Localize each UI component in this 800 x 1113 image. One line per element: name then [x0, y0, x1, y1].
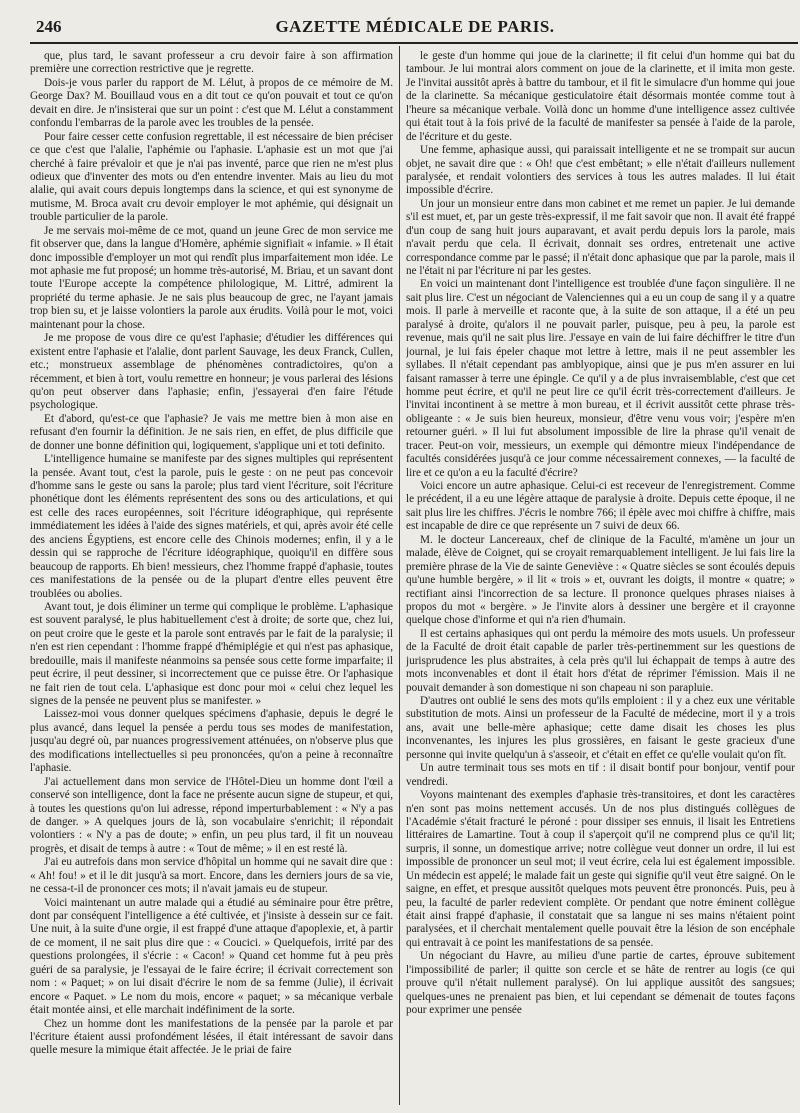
paragraph: Je me propose de vous dire ce qu'est l'aphasie; d'étudier les différences qui existent entre l'aphasie et l'alalie, dont parlent Sauvage, les deux Franck, Cullen, etc.; monstrueux assemblage de phénomènes contradictoires, qu'on a récemment, et bien à tort, voulu remettre en honneur; je vous parlerai des lésions qu'on peut observer dans l'aphasie; enfin, j'essayerai d'en faire l'étude psychologique.: [30, 332, 393, 412]
paragraph: Voici maintenant un autre malade qui a étudié au séminaire pour être prêtre, dont par conséquent l'intelligence a été cultivée, et j'insiste à dessein sur ce fait. Une nuit, à la suite d'une orgie, il est frappé d'une attaque d'apoplexie, et, à partir de ce moment, il ne sait plus dire que : « Coucici. » Quelquefois, irrité par des questions prolongées, il s'écrie : « Cacon! » Quand cet homme fut à peu près guéri de sa paralysie, je l'essayai de le faire écrire; il écrivait correctement son nom : « Paquet; » on lui disait d'écrire le nom de sa femme (Julie), il écrivait encore « Paquet. » Le nom du mois, encore « paquet; » sa mécanique verbale était montée ainsi, et elle marchait indéfiniment de la sorte.: [30, 896, 393, 1017]
header-rule: [30, 42, 798, 44]
paragraph: J'ai eu autrefois dans mon service d'hôpital un homme qui ne savait dire que : « Ah! fou! » et il le dit jusqu'à sa mort. Encore, dans les derniers jours de sa vie, ne cessa-t-il de prononcer ces mots; il n'avait jamais eu de stupeur.: [30, 856, 393, 896]
paragraph: Laissez-moi vous donner quelques spécimens d'aphasie, depuis le degré le plus avancé, dans lequel la pensée a perdu tous ses modes de manifestation, jusqu'au degré où, par nuances progressivement atténuées, on n'observe plus que des modifications intellectuelles si peu prononcées, qu'on a peine à reconnaître l'aphasie.: [30, 708, 393, 775]
paragraph: que, plus tard, le savant professeur a cru devoir faire à son affirmation première une correction restrictive que je regrette.: [30, 50, 393, 76]
paragraph: D'autres ont oublié le sens des mots qu'ils emploient : il y a chez eux une véritable substitution de mots. Ainsi un professeur de la Faculté de médecine, mort il y a trois ans, avait une belle-mère aphasique; cette dame disait les choses les plus inconvenantes, les injures les plus grossières, en faisant le geste gracieux d'une personne qui invite quelqu'un à s'asseoir, et c'était en effet ce qu'elle voulait qu'on fît.: [406, 695, 795, 761]
page-header: [30, 14, 800, 40]
paragraph: Un autre terminait tous ses mots en tif : il disait bontif pour bonjour, ventif pour vendredi.: [406, 762, 795, 788]
paragraph: En voici un maintenant dont l'intelligence est troublée d'une façon singulière. Il ne sait plus lire. C'est un négociant de Valenciennes qui a eu un coup de sang il y a quatre mois. Il parle à merveille et raconte que, à la suite de son attaque, il a été un peu paralysé à droite, qu'alors il ne pouvait parler, puisque, peu à peu, la parole est revenue, mais qu'il ne sait plus lire. J'essaye en vain de lui faire déchiffrer le titre d'un journal, je lui fais épeler chaque mot lettre à lettre, mais il ne peut assembler les syllabes. Il n'était cependant pas amblyopique, ainsi que je pus m'en assurer en lui faisant ramasser à terre une épingle. Ce qu'il y a de plus invraisemblable, c'est que cet homme peut écrire, et qu'il ne peut lire ce qu'il écrit très-correctement d'ailleurs. Je l'invitai incontinent à se mettre à mon bureau, et il écrivit aussitôt cette phrase très-obligeante : « Je suis bien heureux, monsieur, d'être venu vous voir; j'espère m'en retourner guéri. » Il lui fut absolument impossible de lire la phrase qu'il venait de tracer. Peut-on voir, messieurs, un exemple qui démontre mieux l'indépendance de facultés considérées jusqu'à ce jour comme nécessairement connexes, — la faculté de lire et ce qu'on a eu la faculté d'écrire?: [406, 278, 795, 479]
paragraph: Dois-je vous parler du rapport de M. Lélut, à propos de ce mémoire de M. George Dax? M. Bouillaud vous en a dit tout ce qu'on pouvait et tout ce qu'on devait en dire. Je n'insisterai que sur un point : c'est que M. Lélut a constamment confondu l'embarras de la parole avec les troubles de la pensée.: [30, 76, 393, 130]
paragraph: Et d'abord, qu'est-ce que l'aphasie? Je vais me mettre bien à mon aise en refusant d'en fournir la définition. Je ne sais rien, en effet, de plus difficile que de donner une bonne définition qui, logiquement, s'applique uni et toti definito.: [30, 412, 393, 452]
right-column: [406, 50, 795, 1105]
paragraph: Chez un homme dont les manifestations de la pensée par la parole et par l'écriture étaient aussi profondément lésées, il était intéressant de savoir dans quelle mesure la mimique était affectée. Je le priai de faire: [30, 1017, 393, 1057]
page-number: 246: [36, 17, 62, 36]
paragraph: Un négociant du Havre, au milieu d'une partie de cartes, éprouve subitement l'impossibilité de parler; il quitte son cercle et se hâte de rentrer au logis (ce qui prouve qu'il n'était nullement paralysé). On lui applique aussitôt des sangsues; quelques-unes ne prenaient pas bien, et lui cependant se démenait de toutes façons pour exprimer une pensée: [406, 950, 795, 1017]
column-divider: [399, 46, 400, 1105]
paragraph: le geste d'un homme qui joue de la clarinette; il fit celui d'un homme qui bat du tambour. Je lui montrai alors comment on joue de la clarinette, et il imita mon geste. Je l'invitai aussitôt après à battre du tambour, et il fit le simulacre d'un homme qui joue de la clarinette. Sa mécanique gesticulatoire était désormais montée comme tout à l'heure sa mécanique verbale. Voilà donc un homme d'une intelligence assez cultivée qui était tout à la fois privé de la faculté de manifester sa pensée à l'aide de la parole, de l'écriture et du geste.: [406, 50, 795, 143]
newspaper-title: GAZETTE MÉDICALE DE PARIS.: [275, 17, 555, 36]
paragraph: Avant tout, je dois éliminer un terme qui complique le problème. L'aphasique est souvent paralysé, le plus habituellement c'est à droite; de sorte que, chez lui, on peut croire que le geste et la parole sont entravés par le fait de la paralysie; il n'en est rien cependant : l'homme frappé d'hémiplégie et qui n'est pas aphasique, bredouille, mais il manifeste néanmoins sa pensée sous cette forme imparfaite; il peut écrire, il peut dessiner, si incorrectement que ce puisse être. Or l'aphasique ne fait rien de tout cela. L'aphasique est donc pour moi « celui chez lequel les signes de la pensée ne peuvent plus se manifester. »: [30, 600, 393, 707]
paragraph: Voyons maintenant des exemples d'aphasie très-transitoires, et dont les caractères n'en sont pas moins nettement accusés. Un de nos plus distingués collègues de l'Académie s'était fracturé le péroné : pour dissiper ses ennuis, il lisait les Entretiens littéraires de Lamartine. Tout à coup il s'aperçoit qu'il ne comprend plus ce qu'il lit; surpris, il sonne, un domestique arrive; notre collègue veut donner un ordre, il lui est impossible de prononcer un seul mot; il veut écrire, cela lui est également impossible. Un médecin est appelé; le malade fait un geste qui signifie qu'il veut être saigné. On le saigne, en effet, et presque aussitôt quelques mots peuvent être prononcés. Puis, peu à peu, la faculté de parler redevient complète. Or pendant que notre éminent collègue était ainsi frappé d'aphasie, il constatait que sa langue ni ses mains n'étaient point paralysées, et il cherchait mentalement quelle pouvait être la lésion de son encéphale qui entravait à ce point les manifestations de sa pensée.: [406, 789, 795, 949]
paragraph: Voici encore un autre aphasique. Celui-ci est receveur de l'enregistrement. Comme le précédent, il a eu une légère attaque de paralysie à droite. Depuis cette époque, il ne sait plus lire les chiffres. J'écris le nombre 766; il épèle avec moi chiffre à chiffre, mais est incapable de dire ce que représente un 7 suivi de deux 66.: [406, 480, 795, 533]
paragraph: M. le docteur Lancereaux, chef de clinique de la Faculté, m'amène un jour un malade, élève de Coignet, qui se croyait remarquablement intelligent. Je lui fais lire la première phrase de la Vie de sainte Geneviève : « Quatre siècles se sont écoulés depuis qu'une humble bergère, » il lit « trois » et, ouvrant les doigts, il montre « quatre; » rectifiant ainsi l'incorrection de sa lecture. Il prononce quelques phrases niaises à propos du mot « bergère. » Je l'invite alors à dessiner une bergère et il crayonne quelque chose d'informe et qui n'a rien d'humain.: [406, 533, 795, 627]
left-column: [30, 50, 393, 1105]
paragraph: Je me servais moi-même de ce mot, quand un jeune Grec de mon service me fit observer que, dans la langue d'Homère, aphémie signifiait « infamie. » Il était donc impossible d'employer un mot qui rendît plus imparfaitement mon idée. Le mot aphasie me fut proposé; un homme très-autorisé, M. Briau, et un savant dont toute l'Europe accepte la compétence philologique, M. Littré, admirent la propriété du terme aphasie. Je ne sais plus beaucoup de grec, ne l'ayant jamais trop bien su, et je laisse volontiers la parole aux érudits. Voilà pour le mot, voici maintenant pour la chose.: [30, 224, 393, 331]
paragraph: J'ai actuellement dans mon service de l'Hôtel-Dieu un homme dont l'œil a conservé son intelligence, dont la face ne présente aucun signe de stupeur, et qui, à toutes les questions qu'on lui adresse, répond imperturbablement : « N'y a pas de danger. » A quelques jours de là, son vocabulaire s'enrichit; il répondait volontiers : « N'y a pas de doute; » enfin, un peu plus tard, il fit un nouveau progrès, et disait de temps à autre : « Tout de même; » il en est resté là.: [30, 775, 393, 855]
paragraph: Un jour un monsieur entre dans mon cabinet et me remet un papier. Je lui demande s'il est muet, et, par un geste très-expressif, il me fait savoir que non. Il avait été frappé d'un coup de sang huit jours auparavant, et avait perdu depuis lors la parole, mais n'avait perdu que cela. Il écrivait, donnait ses ordres, entretenait une active correspondance comme par le passé; il n'était donc aphasique que par la parole, mais il ne l'était ni par l'écriture ni par les gestes.: [406, 197, 795, 277]
paragraph: Il est certains aphasiques qui ont perdu la mémoire des mots usuels. Un professeur de la Faculté de droit était capable de parler très-pertinemment sur les questions de jurisprudence les plus abstraites, à cela près qu'il lui échappait de temps à autre des mots inconvenables et dont il était hors d'état de réprimer l'émission. Mais il ne pouvait demander à son domestique ni son chapeau ni son parapluie.: [406, 627, 795, 694]
paragraph: L'intelligence humaine se manifeste par des signes multiples qui représentent la pensée. Avant tout, c'est la parole, puis le geste : on ne peut pas concevoir d'homme sans le geste ou sans la parole; plus tard vient l'écriture, soit l'écriture phonétique dont les éléments représentent des sons ou des articulations, et qui est celle des races européennes, soit l'écriture idéographique, qui représente immédiatement les idées à l'aide des signes matériels, et qui, après avoir été celle des anciens Égyptiens, est encore celle des Chinois modernes; enfin, il y a le dessin qui se rapproche de l'écriture idéographique, quoiqu'il en diffère sous beaucoup de rapports. Eh bien! messieurs, chez l'homme frappé d'aphasie, toutes ces manifestations de la pensée ou de la plupart d'entre elles peuvent être troublées ou abolies.: [30, 453, 393, 600]
paragraph: Pour faire cesser cette confusion regrettable, il est nécessaire de bien préciser ce que c'est que l'alalie, l'aphémie ou l'aphasie. L'aphasie est un mot que j'ai cherché à faire prévaloir et que je n'ai pas inventé, parce que rien ne m'est plus odieux que d'inventer des mots ou d'en entendre inventer. Mais au lieu du mot alalie, qui avait cours depuis longtemps dans la science, et qui est synonyme de mutisme, M. Broca avait cru devoir employer le mot aphémie, qui désignait un trouble particulier de la parole.: [30, 130, 393, 224]
paragraph: Une femme, aphasique aussi, qui paraissait intelligente et ne se trompait sur aucun objet, ne savait dire que : « Oh! que c'est embêtant; » elle n'était d'ailleurs nullement paralysée, et rendait volontiers des services à tous les autres malades. Il lui était impossible d'écrire.: [406, 144, 795, 197]
